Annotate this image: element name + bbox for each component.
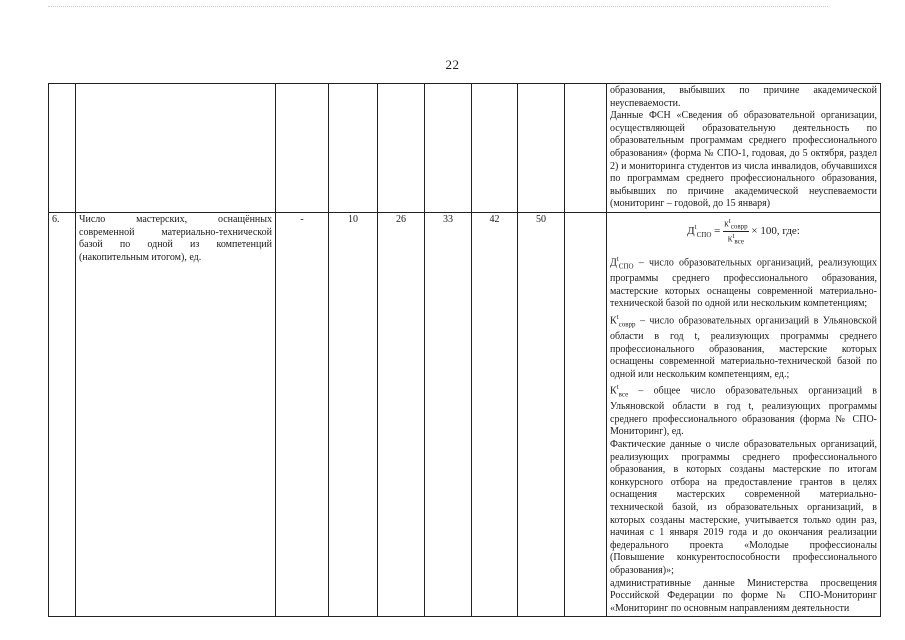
year-value: 10 xyxy=(329,212,378,616)
row-number: 6. xyxy=(49,212,76,616)
formula-fraction xyxy=(723,217,749,245)
cell-value xyxy=(518,84,565,213)
definition: $К^t_{все}$ – общее число образовательных организаций в Ульяновской области в год t, реализующих программы среднего профессионального образования (форма № СПО-Мониторинг), ед. xyxy=(610,383,877,438)
cell-value xyxy=(378,84,425,213)
page-number: 22 xyxy=(445,57,460,72)
source-paragraph: Фактические данные о числе образовательных организаций, реализующих программы среднего профессионального образования, в которых созданы мастерские по итогам конкурсного отбора на предоставление грантов в целях оснащения мастерских современной материально-технической базой, из образовательных организаций, в которых созданы мастерские, учитывается только один раз, начиная с 1 января 2019 года и до окончания реализации федерального проекта «Молодые профессионалы (Повышение конкурентоспособности профессионального образования)»; xyxy=(610,439,877,577)
formula-tail: × 100, где: xyxy=(751,224,800,237)
formula-denominator-sup: t xyxy=(732,231,735,240)
indicator-name xyxy=(76,212,276,616)
method-paragraph: Данные ФСН «Сведения об образовательной организации, осуществляющей образовательную деятельность по образовательным программам среднего профессионального образования» (форма № СПО-1, годовая, до 5 октября, раздел 2) и мониторинга студентов из числа инвалидов, обучавшихся по программам среднего профессионального образования, выбывших по причине академической неуспеваемости (мониторинг – годовой, до 15 января) xyxy=(610,110,877,210)
cell-number xyxy=(49,84,76,213)
cell-value xyxy=(565,84,607,213)
formula-lhs-sup: t xyxy=(694,223,697,232)
cell-value xyxy=(425,84,472,213)
method-cell xyxy=(607,212,881,616)
method-paragraph: образования, выбывших по причине академической неуспеваемости. xyxy=(610,85,877,109)
cell-value xyxy=(472,84,518,213)
formula-denominator-sub: все xyxy=(734,237,744,246)
indicator-text: Число мастерских, оснащённых современной материально-технической базой по одной из компетенций (накопительным итогом), ед. xyxy=(79,213,272,263)
table-row-continuation xyxy=(49,84,881,213)
cell-method xyxy=(607,84,881,213)
formula-numerator: К xyxy=(724,220,729,229)
scan-artifact-line xyxy=(48,6,828,11)
formula-lhs-sub: СПО xyxy=(696,230,712,239)
cell-value xyxy=(329,84,378,213)
formula-lhs: Д xyxy=(687,224,695,237)
formula-numerator-sup: t xyxy=(728,216,731,225)
definition: $Д^t_{СПО}$ – число образовательных организаций, реализующих программы среднего профессионального образования, мастерские которых оснащены современной материально-технической базой по одной или нескольким компетенциям; xyxy=(610,255,877,310)
year-value: 33 xyxy=(425,212,472,616)
definition: $К^t_{соврр}$ – число образовательных организаций в Ульяновской области в год t, реализующих программы среднего профессионального образования, мастерские которых оснащены современной материально-технической базой по одной или нескольким компетенциям, ед.; xyxy=(610,313,877,380)
year-value: 42 xyxy=(472,212,518,616)
indicator-table xyxy=(48,83,881,617)
baseline-value: - xyxy=(276,212,329,616)
cell-baseline xyxy=(276,84,329,213)
year-value: 26 xyxy=(378,212,425,616)
cell-indicator xyxy=(76,84,276,213)
formula-denominator: К xyxy=(727,234,733,243)
year-value-empty xyxy=(565,212,607,616)
year-value: 50 xyxy=(518,212,565,616)
formula-numerator-sub: соврр xyxy=(730,222,748,231)
table-row-6 xyxy=(49,212,881,616)
formula: $Д^t_{СПО}$ = $\frac{К^t_{соврр}}{К^t_{все}}$ × 100, где: xyxy=(687,216,800,246)
source-paragraph: административные данные Министерства просвещения Российской Федерации по форме № СПО-Мониторинг «Мониторинг по основным направлениям деятельности xyxy=(610,577,877,614)
